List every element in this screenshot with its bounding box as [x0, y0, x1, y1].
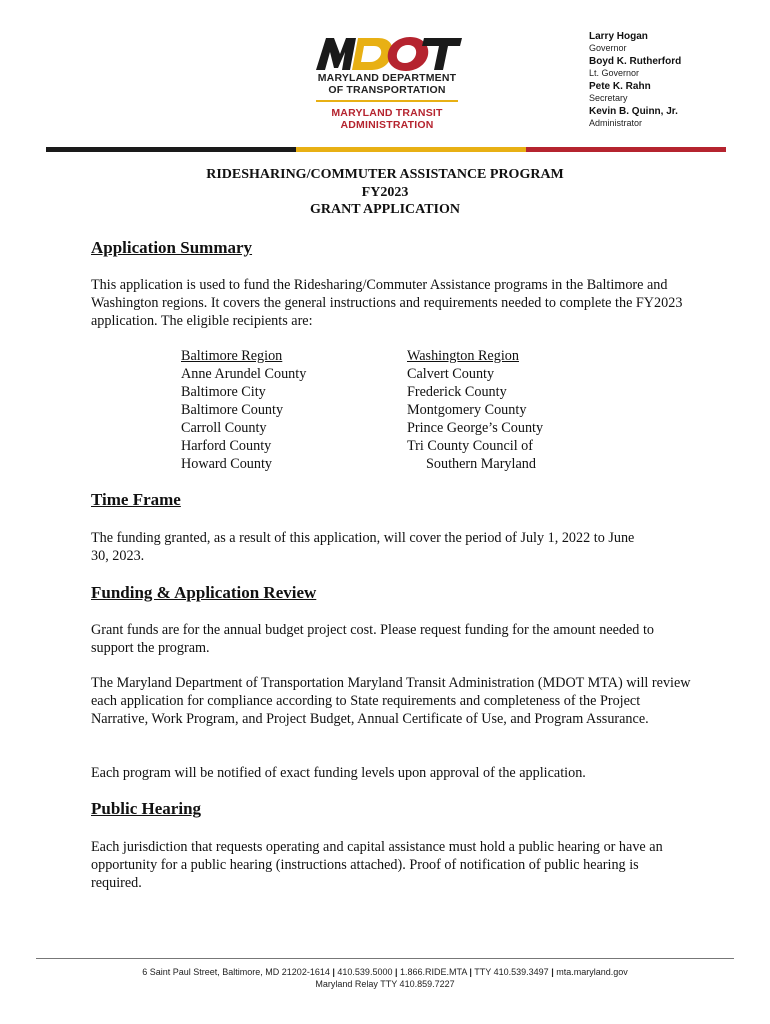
- administration-name-line1: MARYLAND TRANSIT: [331, 107, 443, 119]
- footer-tty: TTY 410.539.3497: [474, 967, 549, 977]
- official-name: Pete K. Rahn: [589, 81, 651, 92]
- funding-paragraph-3: Each program will be notified of exact funding levels upon approval of the application.: [91, 765, 586, 781]
- official-name: Boyd K. Rutherford: [589, 56, 682, 67]
- footer-relay: Maryland Relay TTY 410.859.7227: [315, 979, 455, 989]
- footer-separator: |: [332, 967, 335, 977]
- list-item: Harford County: [181, 438, 272, 454]
- official-name: Kevin B. Quinn, Jr.: [589, 106, 678, 117]
- document-title: [0, 166, 770, 219]
- footer-contact-line: [0, 967, 770, 978]
- baltimore-region-heading: Baltimore Region: [181, 348, 283, 364]
- public-hearing-text: Each jurisdiction that requests operating and capital assistance must hold a public hearing or have an opportunity for a public hearing (instructions attached). Proof of notification of public hearing is required.: [91, 839, 663, 891]
- footer-website-link[interactable]: mta.maryland.gov: [556, 967, 628, 977]
- list-item: Frederick County: [407, 384, 507, 400]
- footer-separator: |: [469, 967, 472, 977]
- footer-ride-number: 1.866.RIDE.MTA: [400, 967, 467, 977]
- funding-paragraph-2: The Maryland Department of Transportation Maryland Transit Administration (MDOT MTA) will review each application for compliance according to State requirements and completeness of the Project Narrative, Work Program, and Project Budget, Annual Certificate of Use, and Program Assurance.: [91, 675, 691, 727]
- official-title: Governor: [589, 43, 627, 53]
- mdot-wordmark-icon: [312, 34, 464, 74]
- official-name: Larry Hogan: [589, 31, 648, 42]
- heading-public-hearing: Public Hearing: [91, 799, 202, 818]
- official-title: Lt. Governor: [589, 68, 640, 78]
- washington-region-list: [407, 347, 543, 473]
- official-lt-governor: [589, 56, 749, 78]
- washington-region-heading: Washington Region: [407, 348, 519, 364]
- heading-application-summary: Application Summary: [91, 238, 253, 257]
- color-bar-black: [46, 147, 296, 152]
- color-bar-red: [526, 147, 726, 152]
- footer-divider: [36, 958, 734, 959]
- list-item: Calvert County: [407, 366, 495, 382]
- list-item: Baltimore City: [181, 384, 266, 400]
- heading-time-frame: Time Frame: [91, 490, 181, 509]
- official-governor: [589, 31, 749, 53]
- baltimore-region-list: [181, 347, 306, 473]
- summary-text: This application is used to fund the Ridesharing/Commuter Assistance programs in the Baltimore and Washington regions. It covers the general instructions and requirements needed to complete the FY2023 application. The eligible recipients are:: [91, 277, 683, 329]
- officials-list: [589, 31, 749, 131]
- list-item: Anne Arundel County: [181, 366, 307, 382]
- heading-funding-review: Funding & Application Review: [91, 583, 317, 602]
- title-line-program: RIDESHARING/COMMUTER ASSISTANCE PROGRAM: [206, 167, 564, 182]
- letterhead-color-bar: [46, 147, 726, 152]
- official-administrator: [589, 106, 749, 128]
- list-item: Howard County: [181, 456, 273, 472]
- list-item: Prince George’s County: [407, 420, 544, 436]
- official-title: Administrator: [589, 118, 643, 128]
- footer-address: 6 Saint Paul Street, Baltimore, MD 21202-1614: [142, 967, 330, 977]
- time-frame-text: The funding granted, as a result of this application, will cover the period of July 1, 2022 to June 30, 2023.: [91, 530, 635, 564]
- list-item: Baltimore County: [181, 402, 284, 418]
- footer-phone: 410.539.5000: [337, 967, 393, 977]
- agency-name-line2: OF TRANSPORTATION: [328, 84, 446, 96]
- footer-separator: |: [394, 967, 398, 977]
- administration-name-line2: ADMINISTRATION: [340, 119, 434, 131]
- list-item: Southern Maryland: [426, 456, 536, 472]
- footer-separator: |: [551, 967, 554, 977]
- title-line-fiscal-year: FY2023: [361, 184, 409, 200]
- logo-divider: [316, 100, 458, 102]
- agency-name-line1: MARYLAND DEPARTMENT: [317, 72, 457, 84]
- title-line-grant-application: GRANT APPLICATION: [309, 202, 460, 217]
- official-secretary: [589, 81, 749, 103]
- list-item: Carroll County: [181, 420, 267, 436]
- list-item: Montgomery County: [407, 402, 527, 418]
- list-item: Tri County Council of: [407, 438, 533, 454]
- official-title: Secretary: [589, 93, 628, 103]
- funding-paragraph-1: Grant funds are for the annual budget project cost. Please request funding for the amount needed to support the program.: [91, 622, 654, 656]
- color-bar-gold: [296, 147, 526, 152]
